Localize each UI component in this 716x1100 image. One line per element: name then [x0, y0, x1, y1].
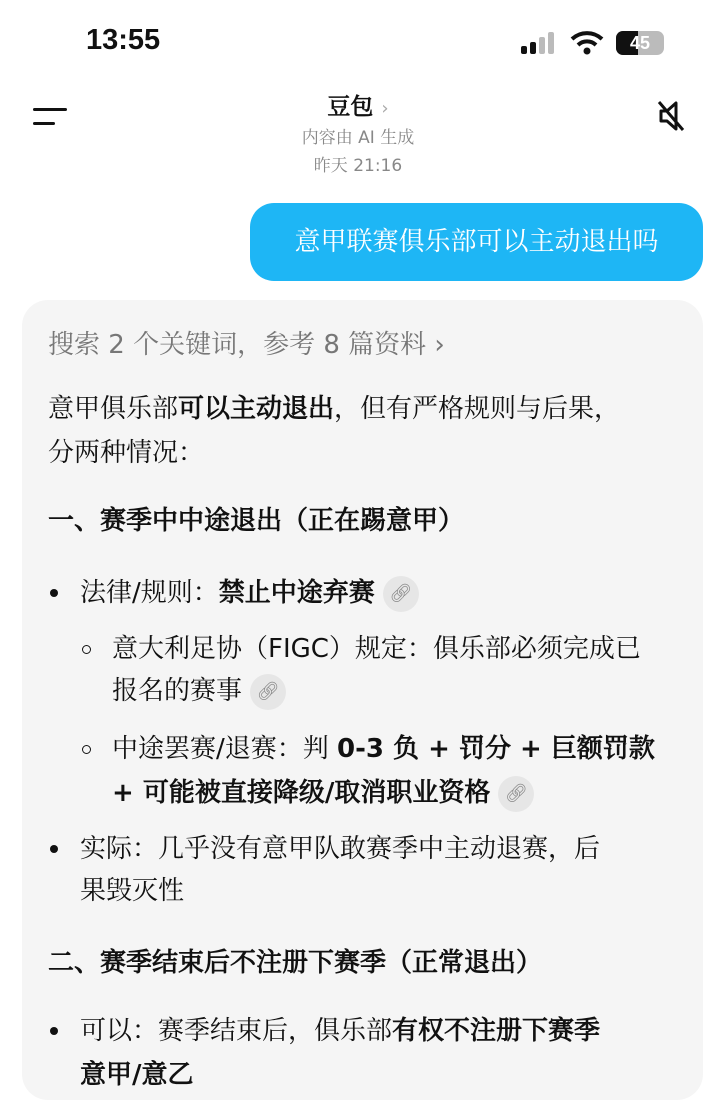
link-icon[interactable]: 🔗︎ — [383, 576, 419, 612]
chevron-right-icon: › — [381, 98, 389, 119]
list-item-cont: + 可能被直接降级/取消职业资格 🔗︎ — [112, 771, 534, 815]
speaker-muted-icon[interactable] — [655, 99, 687, 133]
sub-bullet — [82, 745, 91, 754]
section-heading: 二、赛季结束后不注册下赛季（正常退出） — [48, 948, 543, 978]
link-icon[interactable]: 🔗︎ — [498, 776, 534, 812]
link-icon[interactable]: 🔗︎ — [250, 674, 286, 710]
search-summary-button[interactable]: 搜索 2 个关键词，参考 8 篇资料 › — [48, 330, 445, 360]
list-item-cont: 报名的赛事 🔗︎ — [112, 669, 286, 713]
list-item-cont: 意甲/意乙 — [80, 1060, 194, 1090]
bullet — [50, 845, 58, 853]
list-item: 可以：赛季结束后，俱乐部有权不注册下赛季 — [80, 1016, 601, 1046]
signal-icon — [521, 32, 557, 54]
chevron-right-icon: › — [434, 330, 445, 360]
list-item: 法律/规则：禁止中途弃赛 🔗︎ — [80, 571, 419, 615]
wifi-icon — [570, 30, 604, 55]
bullet — [50, 1027, 58, 1035]
status-time: 13:55 — [86, 24, 161, 56]
ai-generated-note: 内容由 AI 生成 — [301, 128, 415, 148]
battery-icon: 45 — [616, 31, 664, 55]
bullet — [50, 589, 58, 597]
list-item: 中途罢赛/退赛：判 0-3 负 + 罚分 + 巨额罚款 — [112, 734, 655, 764]
intro-text-cont: 分两种情况： — [48, 438, 205, 468]
chat-timestamp: 昨天 21:16 — [313, 156, 403, 176]
list-item: 实际：几乎没有意甲队敢赛季中主动退赛，后 — [80, 834, 601, 864]
chat-title[interactable]: 豆包 › — [327, 94, 389, 120]
sub-bullet — [82, 645, 91, 654]
user-message-bubble: 意甲联赛俱乐部可以主动退出吗 — [250, 203, 703, 281]
list-item: 意大利足协（FIGC）规定：俱乐部必须完成已 — [112, 634, 641, 664]
list-item-cont: 果毁灭性 — [80, 876, 185, 906]
section-heading: 一、赛季中中途退出（正在踢意甲） — [48, 506, 465, 536]
intro-text: 意甲俱乐部可以主动退出，但有严格规则与后果， — [48, 394, 621, 424]
